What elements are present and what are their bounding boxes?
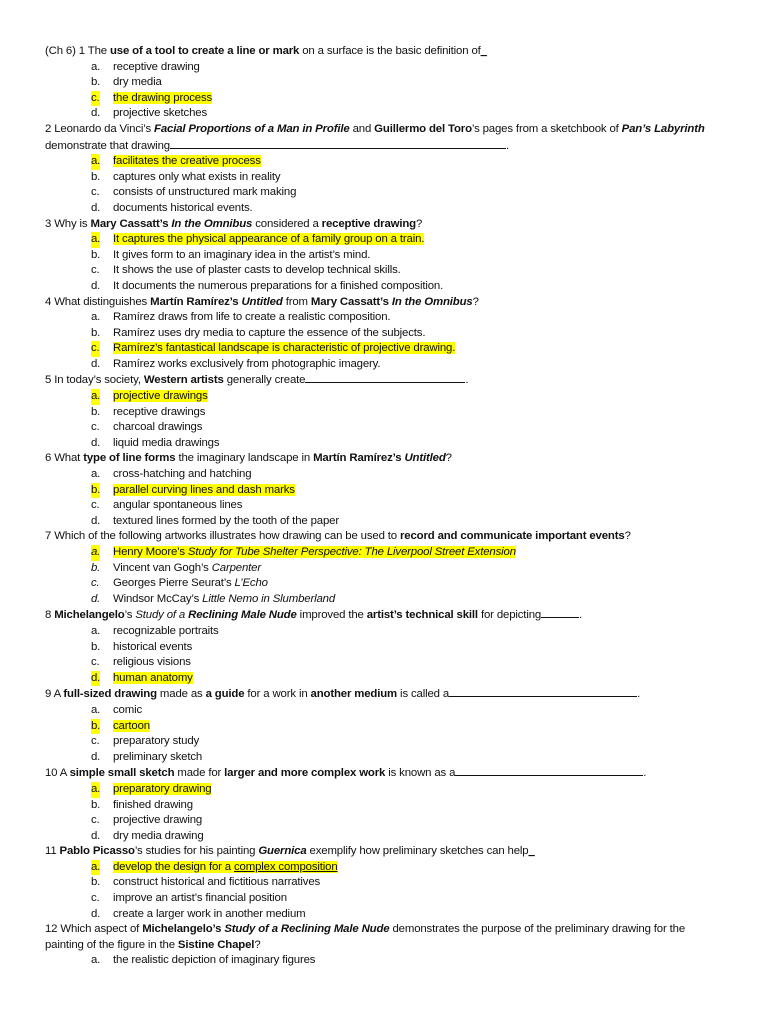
answer-option-highlighted xyxy=(45,671,725,687)
option-marker: a. xyxy=(91,232,100,248)
answer-options xyxy=(45,232,725,294)
stem-text: 11 xyxy=(45,845,60,858)
option-marker: d. xyxy=(91,907,101,920)
stem-text: Guernica xyxy=(258,845,307,858)
stem-text: ? xyxy=(254,938,261,951)
question-6 xyxy=(45,451,725,529)
stem-text: . xyxy=(637,688,641,701)
answer-option xyxy=(45,185,725,201)
question-stem xyxy=(45,844,725,860)
stem-text: another medium xyxy=(310,688,398,701)
question-12 xyxy=(45,922,725,969)
answer-option-highlighted xyxy=(45,232,725,248)
stem-text: type of line forms xyxy=(83,452,176,465)
option-text: Ramírez uses dry media to capture the essence of the subjects. xyxy=(113,326,426,339)
option-marker: b. xyxy=(91,719,100,735)
option-text: documents historical events. xyxy=(113,201,253,214)
option-text-run: Vincent van Gogh’s xyxy=(113,561,212,574)
question-stem xyxy=(45,372,725,389)
option-marker: a. xyxy=(91,60,101,73)
stem-text: 9 A xyxy=(45,688,64,701)
answer-blank xyxy=(170,138,506,149)
answer-options xyxy=(45,782,725,844)
question-9 xyxy=(45,686,725,765)
stem-text: ’s xyxy=(124,609,136,622)
option-marker: d. xyxy=(91,279,101,292)
stem-text: Mary Cassatt’s xyxy=(310,295,392,308)
option-text-run: Georges Pierre Seurat’s xyxy=(113,577,235,590)
option-text-run: complex composition xyxy=(234,860,338,873)
answer-option xyxy=(45,279,725,295)
answer-option xyxy=(45,655,725,671)
stem-text: improved the xyxy=(296,609,367,622)
answer-options xyxy=(45,467,725,529)
stem-text: Pan’s Labyrinth xyxy=(621,122,705,135)
stem-text: is known as a xyxy=(385,767,456,780)
question-10 xyxy=(45,765,725,844)
stem-text: ? xyxy=(472,295,479,308)
stem-text: demonstrate that drawing xyxy=(45,139,170,152)
answer-option xyxy=(45,467,725,483)
question-stem xyxy=(45,529,725,545)
answer-option xyxy=(45,405,725,421)
question-4 xyxy=(45,295,725,373)
stem-text: 6 What xyxy=(45,452,84,465)
option-text-run: Carpenter xyxy=(211,561,261,574)
option-marker: b. xyxy=(91,876,101,889)
stem-text: Martín Ramírez’s xyxy=(150,295,242,308)
question-stem xyxy=(45,217,725,233)
option-marker: a. xyxy=(91,860,100,876)
option-text: Ramírez draws from life to create a realistic composition. xyxy=(113,311,391,324)
option-marker: d. xyxy=(91,671,100,687)
option-text xyxy=(113,861,338,873)
option-marker: c. xyxy=(91,264,100,277)
answer-option-highlighted xyxy=(45,483,725,499)
question-stem xyxy=(45,122,725,154)
option-marker: a. xyxy=(91,311,101,324)
answer-option xyxy=(45,310,725,326)
option-marker: b. xyxy=(91,76,101,89)
option-text: human anatomy xyxy=(113,671,193,684)
answer-option xyxy=(45,420,725,436)
answer-option xyxy=(45,798,725,814)
option-text: dry media xyxy=(113,76,162,89)
option-marker: c. xyxy=(91,186,100,199)
answer-option xyxy=(45,498,725,514)
option-marker: d. xyxy=(91,750,101,763)
option-text: liquid media drawings xyxy=(113,436,220,449)
option-marker: b. xyxy=(91,640,101,653)
answer-option xyxy=(45,561,725,577)
question-8 xyxy=(45,607,725,686)
stem-text: Michelangelo xyxy=(54,609,125,622)
answer-options xyxy=(45,860,725,922)
question-stem xyxy=(45,451,725,467)
stem-text: Western artists xyxy=(143,374,224,387)
stem-text: Reclining Male Nude xyxy=(188,609,297,622)
question-stem xyxy=(45,922,725,953)
option-text-run: Little Nemo in Slumberland xyxy=(202,592,336,605)
option-marker: d. xyxy=(91,436,101,449)
option-text: It documents the numerous preparations for a finished composition. xyxy=(113,279,444,292)
stem-text: artist’s technical skill xyxy=(366,609,478,622)
option-marker: a. xyxy=(91,468,101,481)
option-text: It shows the use of plaster casts to develop technical skills. xyxy=(113,264,401,277)
option-marker: c. xyxy=(91,341,100,357)
stem-text: 5 In today’s society, xyxy=(45,374,144,387)
option-text: receptive drawings xyxy=(113,405,206,418)
stem-text: for a work in xyxy=(244,688,311,701)
answer-blank xyxy=(541,607,579,618)
option-text: preliminary sketch xyxy=(113,750,203,763)
option-text: cartoon xyxy=(113,719,150,732)
option-text-run: L’Echo xyxy=(234,577,268,590)
option-text: parallel curving lines and dash marks xyxy=(113,483,295,496)
option-text: historical events xyxy=(113,640,193,653)
stem-text: from xyxy=(282,295,311,308)
stem-text: 2 Leonardo da Vinci’s xyxy=(45,122,155,135)
answer-option xyxy=(45,106,725,122)
stem-text: demonstrates the purpose of the preliminary drawing for the painting of the figure in the xyxy=(45,923,686,951)
stem-text: Untitled xyxy=(404,452,446,465)
option-marker: d. xyxy=(91,592,101,605)
answer-option xyxy=(45,326,725,342)
stem-text: simple small sketch xyxy=(69,767,175,780)
answer-option xyxy=(45,813,725,829)
stem-text: 12 Which aspect of xyxy=(45,923,143,936)
answer-option xyxy=(45,891,725,907)
answer-options xyxy=(45,389,725,451)
stem-text: ? xyxy=(445,452,452,465)
option-marker: c. xyxy=(91,735,100,748)
option-marker: b. xyxy=(91,170,101,183)
option-marker: c. xyxy=(91,499,100,512)
option-text: facilitates the creative process xyxy=(113,155,261,168)
stem-text: receptive drawing xyxy=(321,217,416,230)
stem-text: 10 A xyxy=(45,767,70,780)
question-stem xyxy=(45,607,725,624)
stem-text: Study of a xyxy=(135,609,189,622)
stem-text: exemplify how preliminary sketches can help xyxy=(306,845,529,858)
option-text: projective sketches xyxy=(113,107,208,120)
question-7 xyxy=(45,529,725,607)
stem-text: 3 Why is xyxy=(45,217,91,230)
answer-blank xyxy=(449,686,637,697)
answer-option xyxy=(45,60,725,76)
stem-trailing-blank: _ xyxy=(480,45,487,57)
stem-text: a guide xyxy=(205,688,245,701)
option-text: projective drawings xyxy=(113,390,208,403)
answer-option xyxy=(45,875,725,891)
option-marker: d. xyxy=(91,357,101,370)
stem-text: made for xyxy=(174,767,225,780)
answer-option-highlighted xyxy=(45,782,725,798)
answer-options xyxy=(45,953,725,969)
option-text: create a larger work in another medium xyxy=(113,907,306,920)
question-stem xyxy=(45,295,725,311)
option-marker: c. xyxy=(91,577,100,590)
answer-option xyxy=(45,640,725,656)
option-marker: b. xyxy=(91,326,101,339)
question-3 xyxy=(45,217,725,295)
option-text xyxy=(113,562,261,574)
option-marker: a. xyxy=(91,154,100,170)
option-marker: a. xyxy=(91,389,100,405)
stem-text: 4 What distinguishes xyxy=(45,295,151,308)
stem-text: ’s studies for his painting xyxy=(134,845,259,858)
stem-text: and xyxy=(349,122,375,135)
option-marker: a. xyxy=(91,782,100,798)
option-marker: c. xyxy=(91,656,100,669)
option-marker: c. xyxy=(91,814,100,827)
stem-text: 7 Which of the following artworks illustrates how drawing can be used to xyxy=(45,530,400,543)
answer-option xyxy=(45,357,725,373)
option-text: dry media drawing xyxy=(113,829,204,842)
option-text xyxy=(113,546,516,558)
option-marker: b. xyxy=(91,405,101,418)
answer-option xyxy=(45,907,725,923)
stem-text: In the Omnibus xyxy=(171,217,253,230)
answer-options xyxy=(45,154,725,216)
stem-text: (Ch 6) 1 The xyxy=(45,45,110,57)
stem-text: ? xyxy=(624,530,631,543)
answer-options xyxy=(45,703,725,765)
stem-text: Martín Ramírez’s xyxy=(313,452,405,465)
option-text: Ramírez’s fantastical landscape is characteristic of projective drawing. xyxy=(113,342,456,355)
stem-text: generally create xyxy=(223,374,306,387)
stem-text: Sistine Chapel xyxy=(177,938,255,951)
option-marker: a. xyxy=(91,703,101,716)
option-text: projective drawing xyxy=(113,814,203,827)
answer-options xyxy=(45,310,725,372)
question-11 xyxy=(45,844,725,922)
stem-text: In the Omnibus xyxy=(391,295,473,308)
option-marker: d. xyxy=(91,829,101,842)
answer-options xyxy=(45,624,725,686)
option-text: consists of unstructured mark making xyxy=(113,186,297,199)
answer-options xyxy=(45,545,725,607)
option-text-run: Windsor McCay’s xyxy=(113,592,203,605)
answer-option-highlighted xyxy=(45,154,725,170)
option-text xyxy=(113,593,335,605)
option-text: finished drawing xyxy=(113,798,193,811)
option-text: the realistic depiction of imaginary figures xyxy=(113,954,316,967)
answer-option xyxy=(45,829,725,845)
option-text: angular spontaneous lines xyxy=(113,499,243,512)
stem-text: use of a tool to create a line or mark xyxy=(109,45,300,57)
answer-option-highlighted xyxy=(45,341,725,357)
option-marker: a. xyxy=(91,954,101,967)
option-text-run: Henry Moore’s xyxy=(113,546,188,558)
option-text: receptive drawing xyxy=(113,60,200,73)
stem-text: Study of a Reclining Male Nude xyxy=(224,923,390,936)
answer-options xyxy=(45,60,725,122)
stem-text: full-sized drawing xyxy=(63,688,157,701)
option-text: recognizable portraits xyxy=(113,624,219,637)
question-2 xyxy=(45,122,725,217)
option-text: charcoal drawings xyxy=(113,421,203,434)
stem-text: the imaginary landscape in xyxy=(175,452,314,465)
answer-option xyxy=(45,75,725,91)
option-text: religious visions xyxy=(113,656,191,669)
stem-text: 8 xyxy=(45,609,55,622)
option-marker: d. xyxy=(91,201,101,214)
option-marker: d. xyxy=(91,514,101,527)
option-text: It captures the physical appearance of a family group on a train. xyxy=(113,233,425,246)
option-marker: b. xyxy=(91,248,101,261)
option-marker: b. xyxy=(91,483,100,499)
answer-option xyxy=(45,953,725,969)
answer-blank xyxy=(455,765,643,776)
answer-option-highlighted xyxy=(45,389,725,405)
stem-trailing-blank: _ xyxy=(528,845,535,858)
question-stem xyxy=(45,44,725,60)
answer-option xyxy=(45,514,725,530)
answer-option-highlighted xyxy=(45,545,725,561)
answer-option-highlighted xyxy=(45,719,725,735)
option-text: the drawing process xyxy=(113,91,213,104)
answer-option xyxy=(45,170,725,186)
stem-text: . xyxy=(643,767,647,780)
stem-text: record and communicate important events xyxy=(400,530,625,543)
answer-option xyxy=(45,201,725,217)
stem-text: larger and more complex work xyxy=(224,767,386,780)
stem-text: Michelangelo’s xyxy=(142,923,225,936)
option-marker: c. xyxy=(91,892,100,905)
answer-option-highlighted xyxy=(45,860,725,876)
question-stem xyxy=(45,686,725,703)
option-text: improve an artist’s financial position xyxy=(113,892,287,905)
stem-text: . xyxy=(465,374,469,387)
option-marker: d. xyxy=(91,107,101,120)
stem-text: considered a xyxy=(252,217,322,230)
answer-option xyxy=(45,576,725,592)
option-text: captures only what exists in reality xyxy=(113,170,281,183)
stem-text: Pablo Picasso xyxy=(59,845,135,858)
stem-text: for depicting xyxy=(477,609,542,622)
option-text: comic xyxy=(113,703,142,716)
quiz-document xyxy=(45,44,725,969)
answer-option xyxy=(45,592,725,608)
answer-option xyxy=(45,436,725,452)
option-marker: b. xyxy=(91,561,101,574)
option-text: textured lines formed by the tooth of the paper xyxy=(113,514,339,527)
answer-option xyxy=(45,750,725,766)
stem-text: . xyxy=(579,609,583,622)
stem-text: is called a xyxy=(397,688,450,701)
option-text: cross-hatching and hatching xyxy=(113,468,252,481)
question-1 xyxy=(45,44,725,122)
answer-option xyxy=(45,734,725,750)
option-text-run: develop the design for a xyxy=(113,860,235,873)
answer-option xyxy=(45,263,725,279)
stem-text: on a surface is the basic definition of xyxy=(299,45,481,57)
option-marker: c. xyxy=(91,91,100,107)
option-text: construct historical and fictitious narratives xyxy=(113,876,321,889)
answer-option xyxy=(45,624,725,640)
option-text: preparatory study xyxy=(113,735,200,748)
option-text: preparatory drawing xyxy=(113,782,212,795)
option-marker: c. xyxy=(91,421,100,434)
option-text xyxy=(113,577,268,589)
option-text: It gives form to an imaginary idea in the artist’s mind. xyxy=(113,248,371,261)
option-text: Ramírez works exclusively from photographic imagery. xyxy=(113,357,381,370)
option-marker: b. xyxy=(91,798,101,811)
answer-blank xyxy=(305,372,465,383)
stem-text: made as xyxy=(156,688,206,701)
stem-text: Guillermo del Toro xyxy=(374,122,472,135)
stem-text: Untitled xyxy=(241,295,283,308)
option-marker: a. xyxy=(91,545,100,561)
stem-text: Mary Cassatt’s xyxy=(90,217,172,230)
stem-text: ? xyxy=(415,217,423,230)
option-text-run: Study for Tube Shelter Perspective: The Liverpool Street Extension xyxy=(187,546,516,558)
stem-text: ’s pages from a sketchbook of xyxy=(471,122,622,135)
stem-text: . xyxy=(505,139,509,152)
answer-option xyxy=(45,248,725,264)
question-5 xyxy=(45,372,725,451)
answer-option-highlighted xyxy=(45,91,725,107)
answer-option xyxy=(45,703,725,719)
stem-text: Facial Proportions of a Man in Profile xyxy=(154,122,350,135)
question-stem xyxy=(45,765,725,782)
option-marker: a. xyxy=(91,624,101,637)
